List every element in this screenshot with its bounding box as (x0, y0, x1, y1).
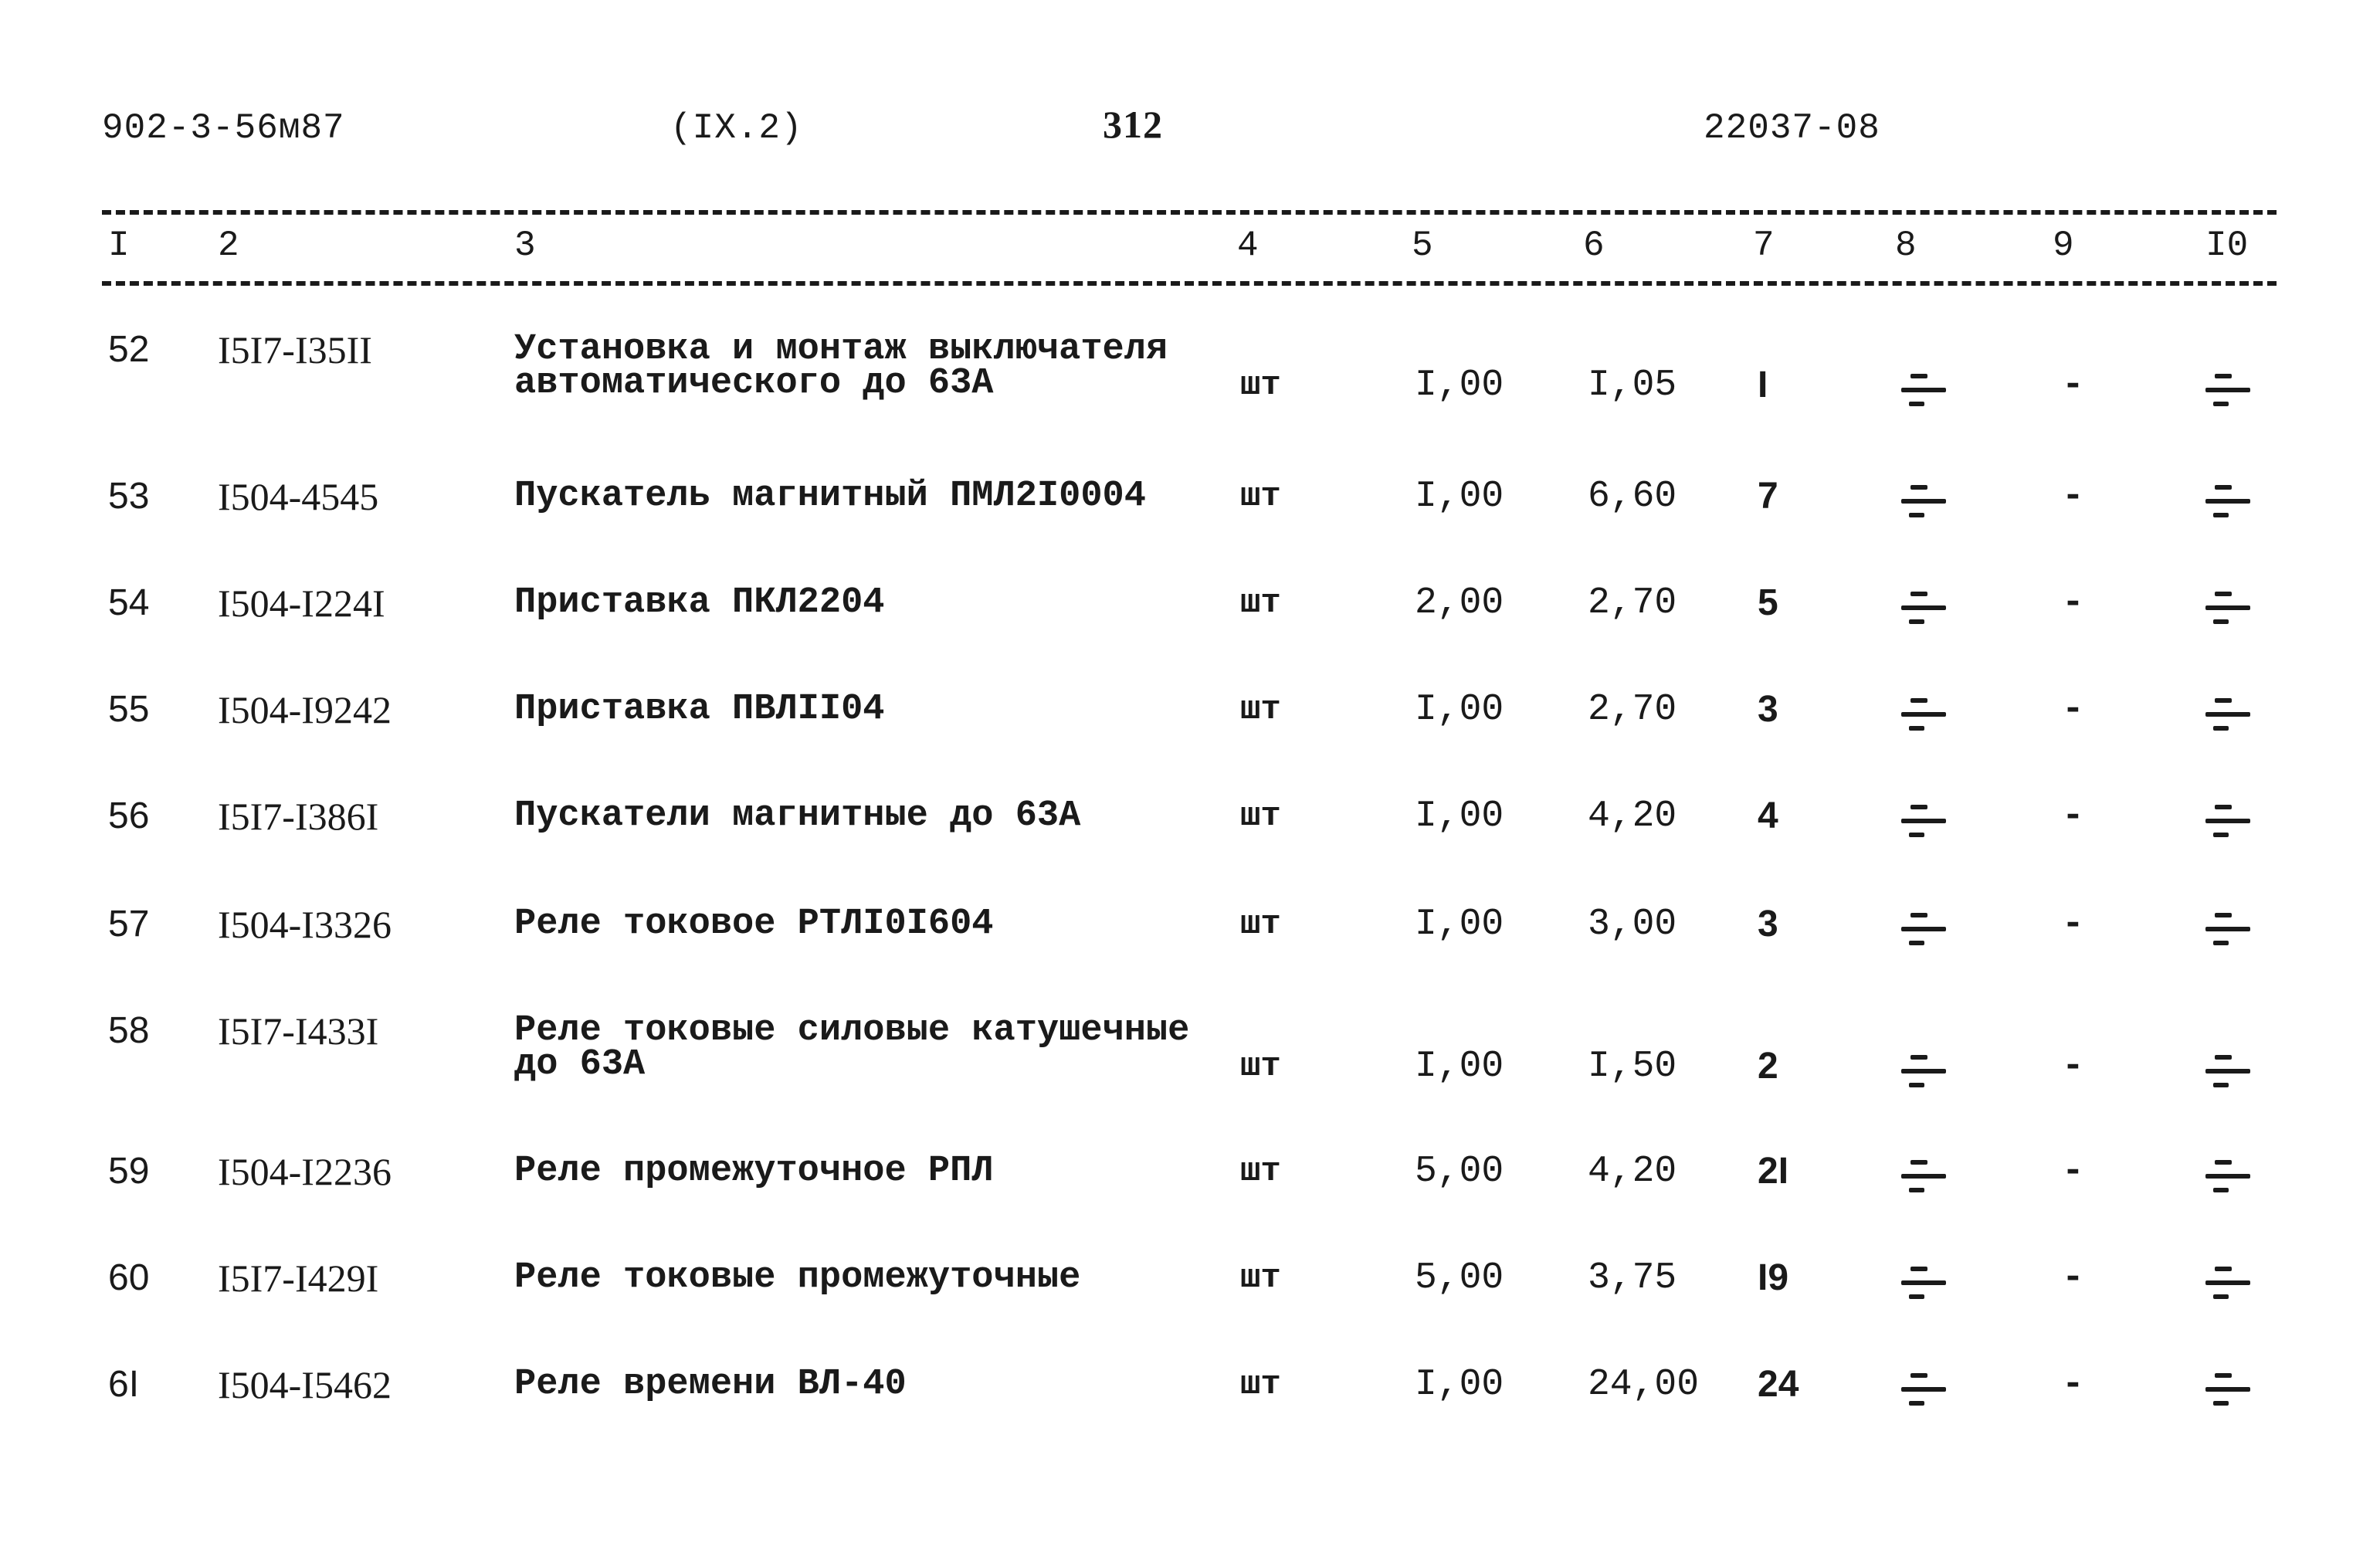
item-name-line: Реле времени ВЛ-40 (514, 1364, 907, 1405)
count-cell: 7 (1758, 476, 1778, 517)
unit-cell: шт (1240, 584, 1281, 622)
ditto-mark-col10 (2205, 910, 2250, 956)
dash-col9: - (2062, 476, 2084, 517)
row-number: 52 (108, 329, 150, 370)
price-code: I504-I3326 (218, 903, 392, 946)
item-name-line: Реле токовые промежуточные (514, 1257, 1081, 1298)
row-number: 60 (108, 1257, 150, 1298)
dash-col9: - (2062, 795, 2084, 837)
count-cell: 2I (1758, 1151, 1789, 1192)
unit-cell: шт (1240, 1152, 1281, 1191)
price-code: I504-I2236 (218, 1150, 392, 1193)
ditto-mark-col8 (1901, 1263, 1946, 1310)
count-cell: 3 (1758, 904, 1778, 945)
price-code: I5I7-I433I (218, 1009, 379, 1053)
item-name-line: до 63А (514, 1044, 646, 1085)
ditto-mark-col10 (2205, 695, 2250, 741)
ditto-mark-col8 (1901, 1052, 1946, 1098)
count-cell: 5 (1758, 582, 1778, 623)
count-cell: 24 (1758, 1364, 1799, 1405)
quantity-cell: I,00 (1415, 904, 1504, 945)
ditto-mark-col10 (2205, 371, 2250, 417)
item-name-line: Установка и монтаж выключателя (514, 329, 1168, 370)
item-name-line: Реле токовое РТЛI0I604 (514, 904, 994, 945)
ditto-mark-col8 (1901, 695, 1946, 741)
item-name-line: Реле токовые силовые катушечные (514, 1010, 1190, 1051)
value-cell: 4,20 (1588, 1151, 1677, 1192)
price-code: I5I7-I35II (218, 328, 372, 371)
column-number-3: 3 (514, 226, 536, 266)
header-rule-bottom (102, 281, 2277, 286)
item-name-line: Пускатели магнитные до 63А (514, 795, 1081, 836)
value-cell: I,50 (1588, 1046, 1677, 1087)
ditto-mark-col8 (1901, 588, 1946, 635)
quantity-cell: I,00 (1415, 1046, 1504, 1087)
quantity-cell: I,00 (1415, 476, 1504, 517)
quantity-cell: 2,00 (1415, 582, 1504, 624)
ditto-mark-col10 (2205, 588, 2250, 635)
column-number-1: I (108, 226, 130, 266)
unit-cell: шт (1240, 905, 1281, 944)
page-number: 312 (1103, 103, 1163, 146)
dash-col9: - (2062, 904, 2084, 945)
column-number-6: 6 (1583, 226, 1605, 266)
ditto-mark-col10 (2205, 802, 2250, 848)
unit-cell: шт (1240, 690, 1281, 729)
column-number-2: 2 (218, 226, 239, 266)
quantity-cell: I,00 (1415, 365, 1504, 406)
ditto-mark-col8 (1901, 1370, 1946, 1416)
ditto-mark-col10 (2205, 1263, 2250, 1310)
row-number: 53 (108, 476, 150, 517)
ditto-mark-col8 (1901, 1157, 1946, 1203)
ditto-mark-col8 (1901, 802, 1946, 848)
item-name-line: Приставка ПКЛ2204 (514, 582, 885, 623)
count-cell: I9 (1758, 1257, 1789, 1298)
column-number-8: 8 (1895, 226, 1917, 266)
quantity-cell: 5,00 (1415, 1257, 1504, 1299)
value-cell: 3,75 (1588, 1257, 1677, 1299)
ditto-mark-col10 (2205, 1370, 2250, 1416)
count-cell: 4 (1758, 795, 1778, 836)
dash-col9: - (2062, 1364, 2084, 1406)
column-number-9: 9 (2053, 226, 2074, 266)
unit-cell: шт (1240, 1259, 1281, 1297)
unit-cell: шт (1240, 797, 1281, 836)
value-cell: 6,60 (1588, 476, 1677, 517)
column-number-5: 5 (1412, 226, 1433, 266)
price-code: I504-I5462 (218, 1363, 392, 1406)
quantity-cell: I,00 (1415, 795, 1504, 837)
unit-cell: шт (1240, 366, 1281, 405)
quantity-cell: I,00 (1415, 689, 1504, 731)
price-code: I5I7-I386I (218, 795, 379, 838)
dash-col9: - (2062, 1046, 2084, 1087)
item-name-line: Пускатель магнитный ПМЛ2I0004 (514, 476, 1146, 517)
value-cell: I,05 (1588, 365, 1677, 406)
column-number-10: I0 (2205, 226, 2249, 266)
dash-col9: - (2062, 365, 2084, 406)
document-id: 902-3-56м87 (102, 108, 345, 148)
column-number-4: 4 (1237, 226, 1259, 266)
item-name-line: автоматического до 63А (514, 363, 994, 404)
row-number: 6I (108, 1364, 140, 1405)
value-cell: 2,70 (1588, 689, 1677, 731)
value-cell: 24,00 (1588, 1364, 1700, 1406)
unit-cell: шт (1240, 477, 1281, 516)
reference-number: 22037-08 (1704, 108, 1880, 148)
price-code: I504-I9242 (218, 688, 392, 731)
count-cell: 2 (1758, 1046, 1778, 1087)
item-name-line: Приставка ПВЛII04 (514, 689, 885, 730)
price-code: I5I7-I429I (218, 1257, 379, 1300)
row-number: 58 (108, 1010, 150, 1051)
ditto-mark-col10 (2205, 482, 2250, 528)
dash-col9: - (2062, 1151, 2084, 1192)
unit-cell: шт (1240, 1365, 1281, 1404)
quantity-cell: I,00 (1415, 1364, 1504, 1406)
dash-col9: - (2062, 1257, 2084, 1299)
value-cell: 3,00 (1588, 904, 1677, 945)
price-code: I504-4545 (218, 475, 379, 518)
value-cell: 4,20 (1588, 795, 1677, 837)
count-cell: I (1758, 365, 1768, 405)
row-number: 54 (108, 582, 150, 623)
row-number: 59 (108, 1151, 150, 1192)
row-number: 57 (108, 904, 150, 945)
item-name-line: Реле промежуточное РПЛ (514, 1151, 994, 1192)
header-rule-top (102, 210, 2277, 215)
ditto-mark-col8 (1901, 482, 1946, 528)
dash-col9: - (2062, 582, 2084, 624)
dash-col9: - (2062, 689, 2084, 731)
unit-cell: шт (1240, 1047, 1281, 1086)
row-number: 56 (108, 795, 150, 836)
ditto-mark-col10 (2205, 1157, 2250, 1203)
ditto-mark-col8 (1901, 910, 1946, 956)
ditto-mark-col10 (2205, 1052, 2250, 1098)
count-cell: 3 (1758, 689, 1778, 730)
ditto-mark-col8 (1901, 371, 1946, 417)
column-number-7: 7 (1753, 226, 1775, 266)
value-cell: 2,70 (1588, 582, 1677, 624)
row-number: 55 (108, 689, 150, 730)
price-code: I504-I224I (218, 582, 385, 625)
quantity-cell: 5,00 (1415, 1151, 1504, 1192)
section-number: (IX.2) (670, 108, 803, 148)
